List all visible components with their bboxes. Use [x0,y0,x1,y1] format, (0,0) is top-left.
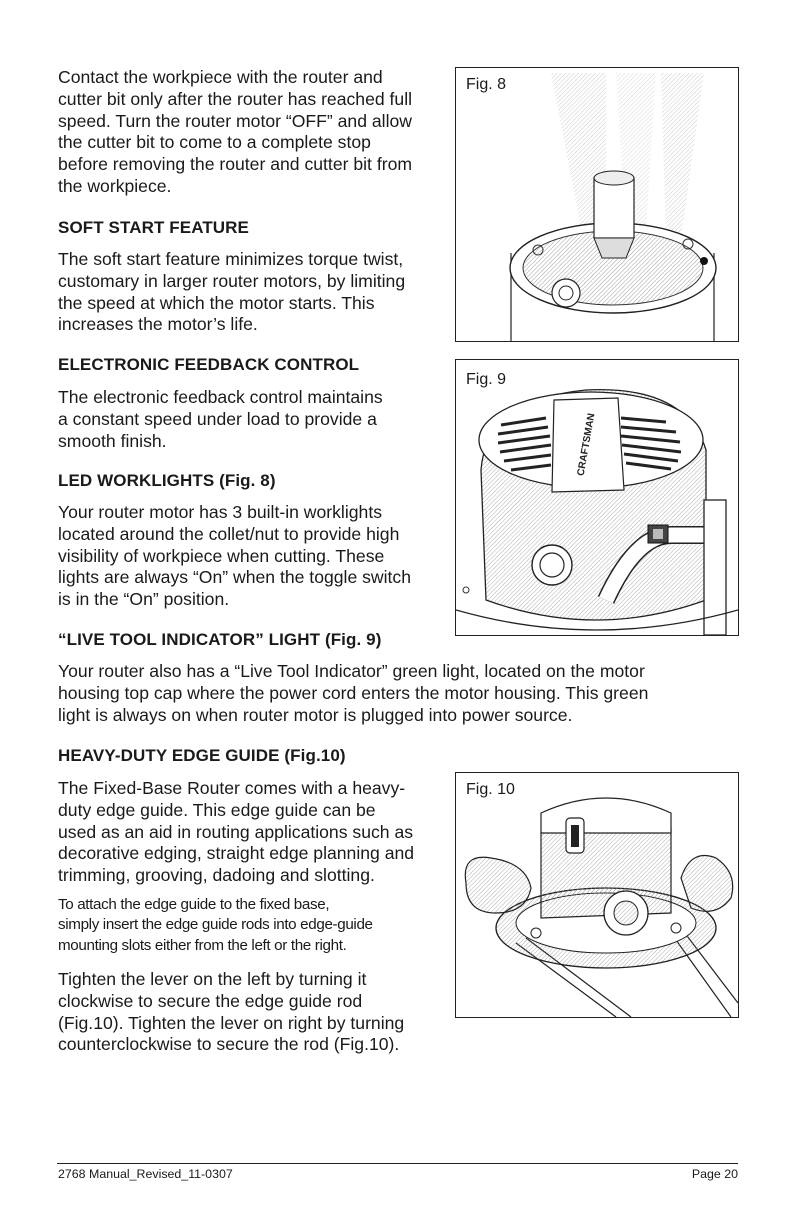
text-line: increases the motor’s life. [58,314,258,335]
text-line: lights are always “On” when the toggle switch [58,567,412,588]
figure-10 [455,772,739,1018]
figure-label: Fig. 9 [466,371,507,388]
text-line: light is always on when router motor is plugged into power source. [58,704,573,725]
edge-guide-paragraph [58,778,414,887]
text-line: a constant speed under load to provide a [58,408,377,429]
text-line: the cutter bit to come to a complete stop [58,132,371,153]
text-line: speed. Turn the router motor “OFF” and allow [58,110,412,131]
text-line: The Fixed-Base Router comes with a heavy- [58,778,406,798]
text-line: customary in larger router motors, by limiting [58,270,406,291]
text-line: is in the “On” position. [58,589,230,610]
text-line: To attach the edge guide to the fixed base, [58,896,330,913]
section-heading: SOFT START FEATURE [58,218,249,237]
edge-guide-attach-note [58,895,373,956]
led-paragraph [58,502,411,611]
section-heading: “LIVE TOOL INDICATOR” LIGHT (Fig. 9) [58,630,382,649]
led-heading [58,470,276,492]
edge-guide-tighten-paragraph [58,969,404,1056]
text-line: The electronic feedback control maintains [58,387,383,407]
text-line: trimming, grooving, dadoing and slotting. [58,865,375,886]
text-line: duty edge guide. This edge guide can be [58,799,376,820]
edge-guide-heading [58,745,346,767]
live-tool-paragraph [58,661,648,726]
intro-paragraph [58,67,412,198]
section-heading: HEAVY-DUTY EDGE GUIDE (Fig.10) [58,746,346,765]
text-line: used as an aid in routing applications such as [58,821,414,842]
figure-8 [455,67,739,342]
text-line: the workpiece. [58,175,172,196]
brand-logo: CRAFTSMAN [575,412,598,477]
feedback-paragraph [58,387,383,452]
text-line: Contact the workpiece with the router and [58,67,383,87]
router-worklights-illustration [456,68,738,341]
section-heading: ELECTRONIC FEEDBACK CONTROL [58,355,360,374]
figure-label: Fig. 8 [466,76,507,93]
text-line: mounting slots either from the left or the right. [58,936,347,954]
router-live-tool-illustration [456,360,738,635]
figure-label: Fig. 10 [466,781,515,798]
text-line: The soft start feature minimizes torque twist, [58,249,404,269]
text-line: clockwise to secure the edge guide rod [58,990,363,1011]
text-line: counterclockwise to secure the rod (Fig.10). [58,1034,400,1055]
text-line: decorative edging, straight edge planning and [58,843,415,864]
section-heading: LED WORKLIGHTS (Fig. 8) [58,471,276,490]
text-line: Tighten the lever on the left by turning it [58,969,367,989]
live-tool-heading [58,629,381,651]
footer-rule [57,1163,738,1164]
text-line: located around the collet/nut to provide high [58,523,400,544]
text-line: Your router motor has 3 built-in worklights [58,502,383,522]
text-line: smooth finish. [58,430,167,451]
feedback-heading [58,354,359,376]
footer-document-id: 2768 Manual_Revised_11-0307 [58,1167,233,1181]
router-edge-guide-illustration [456,773,738,1017]
soft-start-paragraph [58,249,405,336]
text-line: before removing the router and cutter bit from [58,154,413,175]
figure-9 [455,359,739,636]
text-line: visibility of workpiece when cutting. These [58,545,385,566]
text-line: (Fig.10). Tighten the lever on right by turning [58,1012,405,1033]
text-line: housing top cap where the power cord enters the motor housing. This green [58,682,649,703]
soft-start-heading [58,217,249,239]
footer-page-number: Page 20 [691,1167,738,1181]
text-line: the speed at which the motor starts. This [58,292,375,313]
text-line: Your router also has a “Live Tool Indicator” green light, located on the motor [58,661,645,681]
text-line: cutter bit only after the router has reached full [58,88,413,109]
text-line: simply insert the edge guide rods into edge-guide [58,916,373,934]
